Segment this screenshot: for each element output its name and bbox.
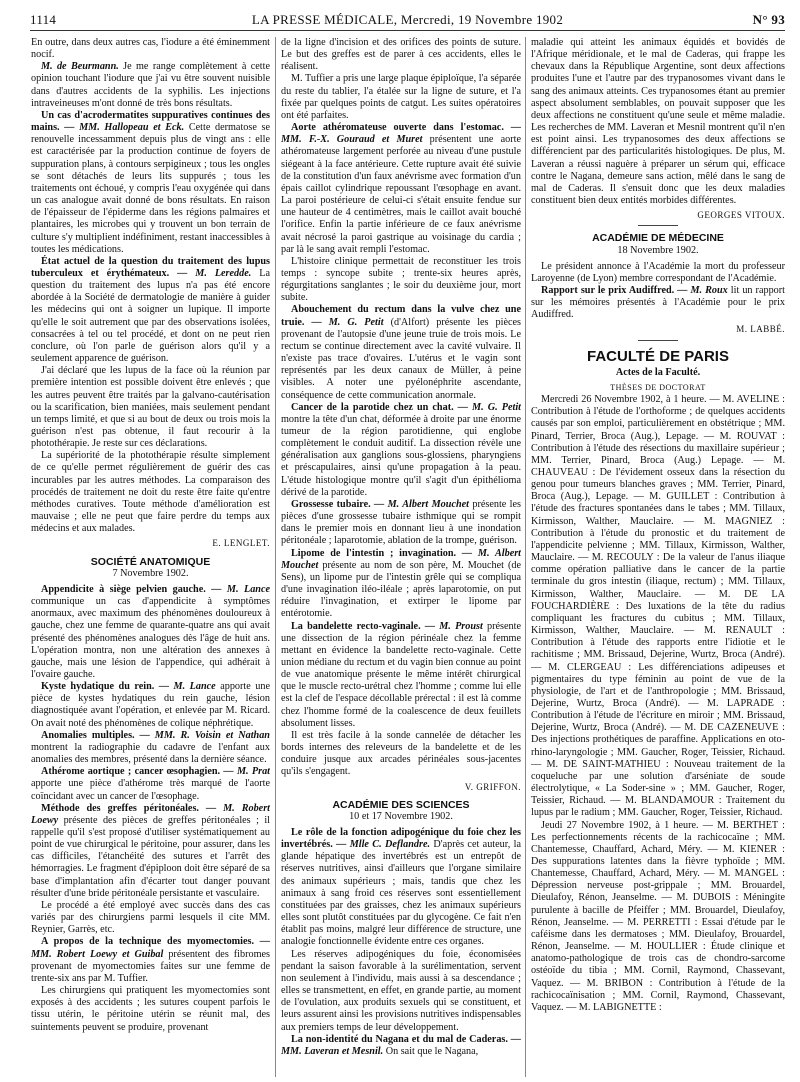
article-text: apporte une pièce de kystes hydatiques du rein gauche, lésion diagnostiquée avant l'opération, et enlevée par M. Ricard. On avait noté des phénomènes de colique néphrétique. (31, 681, 270, 729)
article-paragraph (531, 820, 785, 1015)
article-text: présentent des fibromes provenant de myomectomies faites sur une femme de trente-six ans par M. Tuffier. (31, 948, 270, 984)
column-left (31, 37, 270, 1077)
article-heading: A propos de la technique des myomectomies. (41, 936, 255, 948)
article-text: présente au nom de son père, M. Mouchet (de Sens), un lipome pur de l'intestin grêle qui se compliqua d'une invagination iléo-iléale ; après laparotomie, on put réduire l'invagination, et extirper le lipome par entérotomie. (281, 559, 521, 620)
article-paragraph (531, 285, 785, 321)
article-paragraph (531, 261, 785, 285)
article-author: — M. Proust (420, 620, 483, 632)
article-paragraph (31, 37, 270, 61)
author-signature: M. LABBÉ. (736, 324, 785, 335)
article-text: Mercredi 26 Novembre 1902, à 1 heure. — M. AVELINE : Contribution à l'étude de l'orthoforme ; de quelques accidents causés par son emploi, particulièrement en obstétrique ; MM. Pinard, Terrier, Broca (Aug.), Lepage. — M. ROUVAT : Contribution à l'étude des résections du maxillaire supérieur ; MM. Terrier, Pinard, Broca (Aug.) Lepage. — M. CHAUVEAU : De l'évidement osseux dans la résection du genou pour tumeurs blanches graves ; MM. Terrier, Pinard, Broca (Aug.), Lepage. — M. GUILLET : Contribution à l'étude des fractures spontanées dans le tabes ; MM. Tillaux, Kirmisson, Walther, Mauclaire. — M. MAGNIEZ : Contribution à l'étude du pronostic et du traitement de l'appendicite pelvienne ; MM. Tillaux, Kirmisson, Walther, Mauclaire. — M. RECOULY : De la valeur de l'anus iliaque comme opération palliative dans le cancer de la partie terminale du gros intestin (iliaque, rectum) ; MM. Tillaux, Kirmisson, Walther, Mauclaire. — M. DE LA FOUCHARDIÈRE : Des luxations de la tête du radius compliquant les fractures du cubitus ; MM. Tillaux, Kirmisson, Walther, Mauclaire. — M. RENAULT : Contribution à l'étude des rapports entre l'idiotie et le rachitisme ; MM. Brissaud, Dejerine, Wurtz, Broca (André). — M. CLERGEAU : Les différenciations adipeuses et pigmentaires du type féminin au point de vue de la physiologie, de l'art et de l'anthropologie ; MM. Brissaud, Dejerine, Wurtz, Broca (André). — M. LAPRADE : Contribution à l'étude de l'écriture en miroir ; MM. Brissaud, Dejerine, Wurtz, Broca (André). — M. DE CAZENEUVE : Des injections prothétiques de paraffine. Applications en oto-rhino-laryngologie ; MM. Gaucher, Roger, Teissier, Richaud. — M. DE SAINT-MATHIEU : Nouveau traitement de la coqueluche par une solution d'arséniate de soude électrolytique, « La Soder-sine » ; MM. Gaucher, Roger, Teissier, Richaud. — M. BLANDAMOUR : Traitement du lupus par le radium ; MM. Gaucher, Roger, Teissier, Richaud. (531, 394, 785, 819)
column-divider (525, 37, 526, 1077)
article-paragraph (31, 730, 270, 766)
article-author: — MM. Robert Loewy et Guibal (31, 936, 270, 960)
page-number: 1114 (30, 12, 57, 27)
article-paragraph (281, 730, 521, 779)
article-paragraph (281, 122, 521, 256)
article-heading: La non-identité du Nagana et du mal de Caderas. (291, 1033, 508, 1045)
article-heading: Aorte athéromateuse ouverte dans l'estomac. (291, 122, 504, 134)
article-text: présente une dissection de la région périnéale chez la femme mettant en évidence la bandelette recto-vaginale. Cette union médiane du rectum et du vagin bien connue au point de vue anatomique présente le même intérêt chirurgical que le muscle recto-urétral chez l'homme ; comme lui elle est la clef de l'espace décollable prérectal : il est là comme chez l'homme formé de la coalescence de deux feuillets absolument lisses. (281, 620, 521, 729)
article-paragraph (281, 548, 521, 621)
section-title: ACADÉMIE DES SCIENCES (332, 798, 470, 811)
article-heading: État actuel de la question du traitement des lupus tuberculeux et érythémateux. (31, 255, 270, 279)
article-heading: Abouchement du rectum dans la vulve chez une truie. (281, 304, 521, 328)
article-author: — M. Albert Mouchet (281, 547, 521, 571)
article-author: — M. Roux (674, 284, 728, 296)
article-heading: Cancer de la parotide chez un chat. (291, 401, 454, 413)
section-title: SOCIÉTÉ ANATOMIQUE (90, 555, 211, 568)
article-heading: La bandelette recto-vaginale. (291, 620, 421, 632)
article-text: M. Tuffier a pris une large plaque épiploïque, l'a séparée du reste du tablier, l'a étalée sur la ligne de suture, et l'a fixée par quelques points de catgut. Les suites opératoires ont été parfaites. (281, 73, 521, 121)
article-text: montrent la radiographie du cadavre de l'enfant aux anomalies des membres, présenté dans la dernière séance. (31, 741, 270, 766)
article-text: de la ligne d'incision et des orifices des points de suture. Le but des greffes est de parer à ces accidents, elles le réalisent. (281, 37, 521, 73)
article-text: On sait que le Nagana, (383, 1045, 479, 1057)
article-paragraph (281, 37, 521, 73)
article-text: Les chirurgiens qui pratiquent les myomectomies sont exposés à des accidents ; les sutures coupent parfois le tissu utérin, le péritoine utérin se réunit mal, des suintements peuvent se produire, provenant (31, 985, 270, 1033)
article-paragraph (281, 499, 521, 548)
subsection-title: Actes de la Faculté. (615, 366, 701, 378)
header-rule (30, 30, 785, 31)
article-author: — MM. Laveran et Mesnil. (281, 1033, 521, 1057)
subsection-heading: THÈSES DE DOCTORAT (610, 382, 706, 392)
article-author: — M. Robert Loewy (31, 802, 270, 826)
article-paragraph (31, 936, 270, 985)
article-text: apporte une pièce d'athérome très marqué de l'aorte coïncidant avec un cancer de l'œsophage. (31, 778, 270, 802)
article-paragraph (31, 766, 270, 802)
article-text: Je me range complètement à cette opinion touchant l'iodure que j'ai vu être souvent nuisible dans d'autres accidents de la syphilis. Les injections intraveineuses m'ont donné de très bons résultats. (31, 61, 270, 109)
article-text: L'histoire clinique permettait de reconstituer les trois temps : syncope subite ; trente-six heures après, régurgitations sanglantes ; le soir du deuxième jour, mort subite. (281, 255, 521, 304)
article-heading: Kyste hydatique du rein. (41, 681, 155, 693)
article-author: — MM. R. Voisin et Nathan (134, 729, 270, 741)
article-author: — M. G. Petit (453, 401, 521, 413)
article-paragraph (31, 584, 270, 681)
article-text: Jeudi 27 Novembre 1902, à 1 heure. — M. BERTHET : Les perfectionnements récents de la rachicocaïne ; MM. Chantemesse, Chauffard, Achard, Méry. — M. KIENER : Des suppurations latentes dans la fièvre typhoïde ; MM. Chantemesse, Chauffard, Achard, Méry. — M. MANGEL : Dépression nerveuse post-grippale ; MM. Brouardel, Dieulafoy, Rénon, Jeanselme. — M. DUBOIS : Méningite purulente à bacille de Pfeiffer ; MM. Brouardel, Dieulafoy, Rénon, Jeanselme. — M. PERRETTI : Essai d'étude par le caféisme dans les dermatoses ; MM. Dieulafoy, Brouardel, Rénon, Jeanselme. — M. HOULLIER : Étude clinique et anatomo-pathologique de trois cas de chondro-sarcome ostéoïde du tibia ; MM. Cornil, Raymond, Chassevant, Vaquez. — M. BRIBON : Contribution à l'étude de la rachicocaïnisation ; MM. Cornil, Raymond, Chassevant, Vaquez. — M. LABIGNETTE : (531, 819, 785, 1013)
column-right (531, 37, 785, 1077)
separator-rule (638, 225, 678, 226)
article-paragraph (31, 256, 270, 365)
page-header (30, 10, 785, 30)
article-paragraph (281, 304, 521, 401)
article-heading: Lipome de l'intestin ; invagination. (291, 547, 457, 559)
separator-rule (638, 340, 678, 341)
article-paragraph (31, 681, 270, 730)
author-signature: V. GRIFFON. (464, 781, 521, 792)
article-paragraph (531, 394, 785, 819)
article-paragraph (31, 985, 270, 1034)
article-text: La question du traitement des lupus n'a pas été encore abordée à la Société de dermatologie de manière à guider les médecins qui ont à soigner un lupique. Il importe qu'elle le soit autrement que par des observations isolées, consacrées à tel ou tel procédé, et dont on ne peut rien conclure, où l'on parle de guérison alors qu'il y a seulement apparence de guérison. (31, 267, 270, 365)
article-heading: Rapport sur le prix Audiffred. (541, 284, 675, 296)
article-heading: Grossesse tubaire. (291, 498, 371, 510)
section-title: ACADÉMIE DE MÉDECINE (592, 232, 724, 245)
column-middle (281, 37, 521, 1077)
article-author: — M. Lance (154, 681, 216, 693)
article-text: lit un rapport sur les mémoires présentés à l'Académie pour le prix Audiffred. (531, 284, 785, 321)
article-heading: Anomalies multiples. (41, 729, 135, 741)
article-paragraph (31, 110, 270, 256)
article-author: — M. Albert Mouchet (370, 498, 469, 510)
author-signature: E. LENGLET. (212, 538, 270, 549)
article-paragraph (31, 803, 270, 900)
article-text: montre la tête d'un chat, déformée à droite par une énorme tumeur de la région parotidienne, qui englobe complètement le conduit auditif. La dissection révèle une généralisation aux ganglions sous-glossiens, pharyngiens et préscapulaires, ainsi qu'une propagation à la peau. L'étude histologique montre qu'il s'agit d'un épithélioma dérivé de la parotide. (281, 413, 521, 498)
article-text: présente des pièces de greffes péritonéales ; il rappelle qu'il s'est proposé d'utiliser systématiquement au point de vue chirurgical le péritoine, pour assurer, dans les cas difficiles, l'étanchéité des sutures et l'arrêt des hémorragies. Le fragment d'épiploon doit être séparé de sa base d'implantation afin d'écarter tout danger pouvant résulter d'une bride péritonéale persistante et vasculaire. (31, 814, 270, 899)
article-heading: Athérome aortique ; cancer œsophagien. (41, 766, 221, 778)
article-paragraph (281, 73, 521, 122)
article-heading: Méthode des greffes péritonéales. (41, 802, 199, 814)
article-text: J'ai déclaré que les lupus de la face où la réunion par première intention est possible doivent être enlevés ; que les autres peuvent être traités par la galvano-cautérisation ou la scarification, bien maniées, mais seulement pendant un temps limité, et que si au bout de deux ou trois mois la guérison n'est pas obtenue, il faut recourir à la photothérapie. Je reste sur ces déclarations. (31, 365, 270, 450)
article-author: — M. Prat (220, 766, 270, 778)
article-text: La supériorité de la photothérapie résulte simplement de ce qu'elle permet régulièrement de guérir des cas incurables par les autres méthodes. La comparaison des procédés de traitement ne doit du reste être faite qu'entre méthodes curatives. Toute méthode d'amélioration est mauvaise ; elle ne peut que faire perdre du temps aux médecins et aux malades. (31, 450, 270, 535)
article-text: Le procédé a été employé avec succès dans des cas variés par des chirurgiens parmi lesquels il cite MM. Reynier, Garrès, etc. (31, 899, 270, 936)
article-paragraph (31, 61, 270, 110)
article-paragraph (31, 450, 270, 535)
article-paragraph (31, 900, 270, 936)
article-text: Les réserves adipogéniques du foie, économisées pendant la saison favorable à la surélimentation, servent non seulement à l'individu, mais aussi à sa descendance ; elles se transmettent, en effet, en grande partie, au moment de l'ovulation, aux produits sexuels qui se constituent, et leurs assurent ainsi les provisions nutritives indispensables aux premiers temps de leur développement. (281, 948, 521, 1033)
article-text: présente les pièces d'une grossesse tubaire isthmique qui se rompit dans le premier mois en donnant lieu à une inondation péritonéale ; laparotomie, ablation de la trompe, guérison. (281, 498, 521, 547)
article-text: (d'Alfort) présente les pièces provenant de l'autopsie d'une jeune truie de trois mois. Le rectum se continue directement avec la cavité vulvaire. Il n'existe pas trace d'ovaires. L'utérus et le vagin sont représentés par les deux canaux de Müller, à peine visibles. A noter une pyélonéphrite ascendante, conséquence de cette communication anormale. (281, 316, 521, 401)
article-paragraph (31, 365, 270, 450)
article-heading: Un cas d'acrodermatites suppuratives continues des mains. (31, 109, 270, 134)
article-text: Il est très facile à la sonde cannelée de détacher les bords internes des releveurs de la bandelette et de les conduire jusque aux arcades périnéales sous-jacentes qu'ils s'engagent. (281, 729, 521, 778)
article-text: communique un cas d'appendicite à symptômes anormaux, avec maximum des phénomènes douloureux à gauche, chez une femme de quarante-quatre ans qui avait présenté des phénomènes analogues dès l'âge de huit ans. L'opération montra, non une altération des annexes à gauche, mais une lésion de l'appendice, qui adhérait à l'ovaire gauche. (31, 596, 270, 680)
article-author: M. de Beurmann. (41, 61, 119, 73)
article-text: Le président annonce à l'Académie la mort du professeur Laroyenne (de Lyon) membre correspondant de l'Académie. (531, 260, 785, 284)
article-paragraph (531, 37, 785, 207)
article-author: — MM. F.-X. Gouraud et Muret (281, 122, 521, 146)
author-signature: GEORGES VITOUX. (697, 210, 785, 221)
column-divider (275, 37, 276, 1077)
article-author: — M. G. Petit (304, 316, 384, 328)
faculty-title: FACULTÉ DE PARIS (587, 347, 729, 365)
article-paragraph (281, 827, 521, 949)
article-text: Cette dermatose se renouvelle incessamment depuis plus de vingt ans : elle est caractérisée par la production continue de foyers de suppuration plans, à contours serpigineux ; tous les ongles se sont détachés de leurs lits suppurés ; tous les traitements ont échoué, y compris l'eau oxygénée qui dans un cas analogue avait donné de bons résultats. En raison de l'épaisseur de l'épiderme dans les régions palmaires et plantaires, les microbes qui y trouvent un bon terrain de culture s'y multiplient indéfiniment, restant inaccessibles à toutes les médications. (31, 122, 270, 255)
article-paragraph (281, 402, 521, 499)
section-date: 10 et 17 Novembre 1902. (349, 810, 453, 822)
article-paragraph (281, 256, 521, 305)
article-heading: Le rôle de la fonction adipogénique du foie chez les invertébrés. (281, 827, 521, 851)
article-text: En outre, dans deux autres cas, l'iodure a été éminemment nocif. (31, 37, 270, 61)
section-date: 7 Novembre 1902. (112, 567, 189, 579)
article-heading: Appendicite à siège pelvien gauche. (41, 583, 206, 595)
article-author: — Mlle C. Deflandre. (332, 839, 431, 851)
article-author: — M. Leredde. (169, 267, 252, 279)
article-author: — MM. Hallopeau et Eck. (59, 122, 185, 134)
article-paragraph (281, 621, 521, 730)
section-date: 18 Novembre 1902. (617, 244, 699, 256)
article-author: — M. Lance (205, 583, 270, 595)
article-text: maladie qui atteint les animaux équidés et bovidés de l'Afrique méridionale, et le mal de Caderas, qui frappe les chevaux dans la République Argentine, sont deux affections produites l'une et l'autre par des trypanosomes vivant dans le sang des animaux atteints. Ces trypanosomes étant au premier aspect absolument semblables, on pouvait supposer que les deux affections ne constituent qu'une seule et même maladie. Les recherches de MM. Laveran et Mesnil montrent qu'il n'en est point ainsi. Les trypanosomes des deux affections se différencient par des particularités histologiques. De plus, M. Laveran a réussi naguère à préparer un sérum qui, efficace contre le Nagana, demeure sans action, mêlé dans le sang de mal de Caderas. Il s'ensuit donc que les deux maladies constituent bien deux entités morbides différentes. (531, 37, 785, 207)
journal-title: LA PRESSE MÉDICALE, Mercredi, 19 Novembre 1902 (251, 12, 564, 27)
article-paragraph (281, 1034, 521, 1058)
article-text: présentent une aorte athéromateuse largement perforée au niveau d'une pustule siégeant à la face antérieure. Cette rupture avait été suivie de la constitution d'un faux anévrisme avec formation d'un épais caillot cylindrique repoussant l'œsophage en avant. La paroi postérieure de celui-ci s'était ensuite fendue sur une hauteur de 4 centimètres, mais le caillot avait bouché l'orifice. Enfin la partie inférieure de ce faux anévrisme avait nécrosé la paroi gastrique au voisinage du cardia ; par là le sang avait rempli l'estomac. (281, 134, 521, 255)
article-paragraph (281, 949, 521, 1034)
issue-number: N° 93 (752, 12, 785, 27)
article-text: D'après cet auteur, la glande hépatique des invertébrés est un entrepôt de réserves nutritives, ainsi d'ailleurs que l'organe similaire des animaux supérieurs ; mais, tandis que chez les animaux à sang froid ces réserves sont essentiellement constituées par des graisses, chez les animaux supérieurs elles sont plutôt constituées par du glycogène. Ce fait n'en établit pas moins, malgré leur différence de structure, une analogie fonctionnelle évidente entre ces organes. (281, 839, 521, 948)
